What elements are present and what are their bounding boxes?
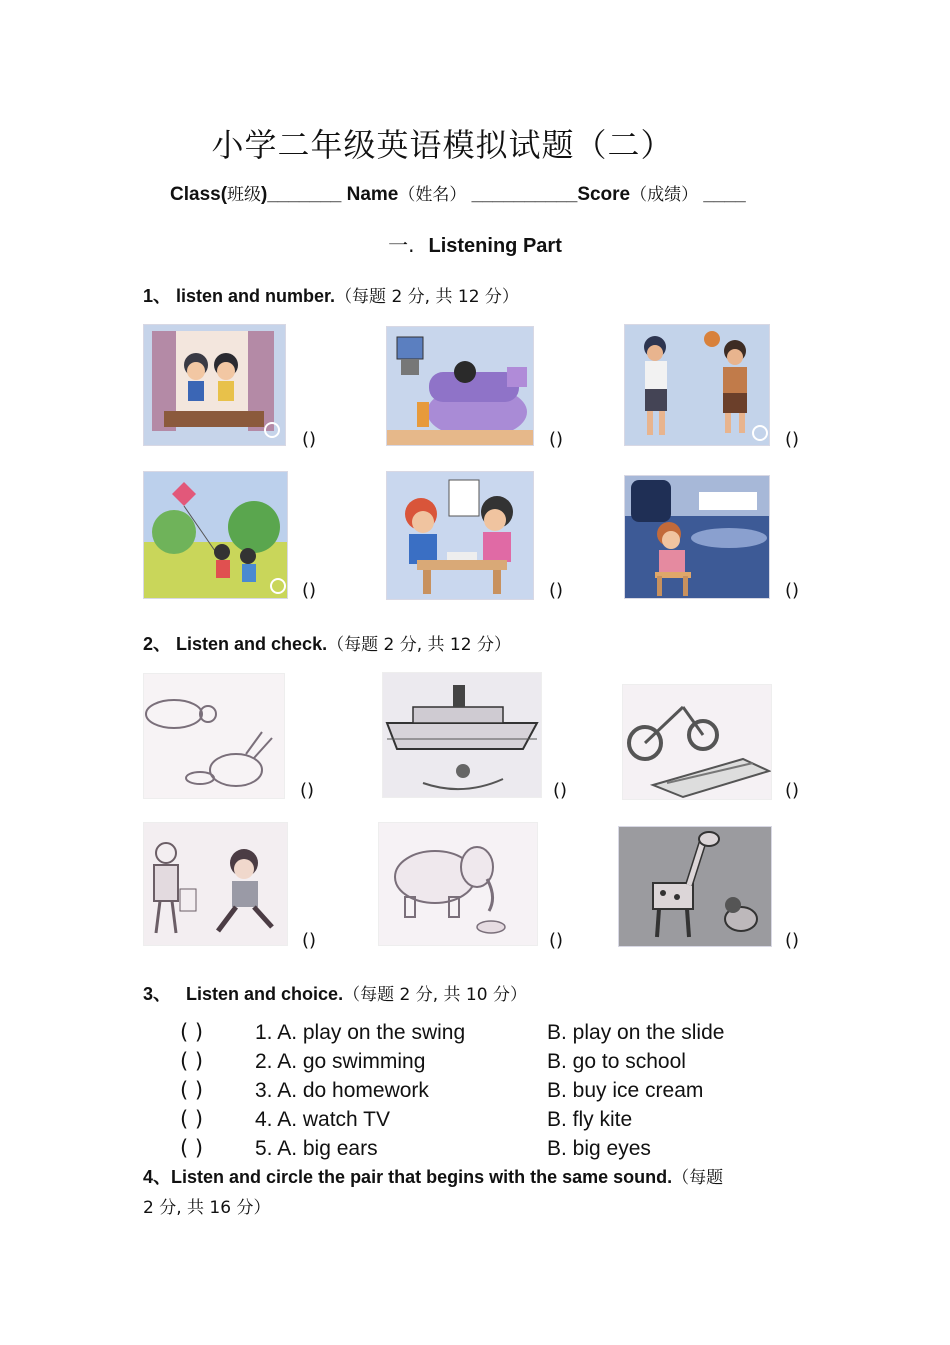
q4-points-a: （每题 [672,1168,724,1188]
q1-picture-window [143,324,286,446]
q4-points-b: 2 分, 共 16 分） [143,1198,271,1218]
section-title: Listening Part [428,235,562,257]
name-label: Name [346,184,399,205]
q2-answer-paren-6[interactable]: () [785,930,800,951]
q1-number: 1、 [143,286,172,306]
bike-train-illustration [623,685,771,799]
q2-answer-paren-5[interactable]: () [549,930,564,951]
q2-picture-elephant-mouse [378,822,538,946]
q1-answer-paren-1[interactable]: () [302,429,317,450]
q1-points: （每题 2 分, 共 12 分） [335,287,519,307]
q2-picture-bike-train [622,684,772,800]
score-label: Score [577,184,631,205]
section-heading [0,229,950,258]
page-title: 小学二年级英语模拟试题（二） [211,126,674,164]
elephant-mouse-illustration [379,823,537,945]
q1-picture-room [624,475,770,599]
q2-points: （每题 2 分, 共 12 分） [327,635,511,655]
q3-option-a: 3. A. do homework [255,1079,429,1102]
q1-answer-paren-2[interactable]: () [549,429,564,450]
q1-picture-sofa [386,326,534,446]
q3-item-3 [180,1078,703,1103]
q3-option-b: B. fly kite [547,1108,633,1131]
q3-item-4 [180,1107,632,1132]
q1-heading [143,282,519,308]
q3-heading [143,980,527,1006]
q2-answer-paren-1[interactable]: () [300,780,315,801]
q3-option-b: B. buy ice cream [547,1079,704,1102]
q2-number: 2、 [143,634,172,654]
q2-answer-paren-3[interactable]: () [785,780,800,801]
girl-in-room-illustration [625,476,769,598]
q3-answer-paren[interactable]: ( ) [180,1136,204,1160]
q4-heading [143,1163,813,1223]
q3-points: （每题 2 分, 共 10 分） [343,985,527,1005]
q3-item-2 [180,1049,686,1074]
basketball-children-illustration [625,325,769,445]
section-number: 一. [388,233,415,257]
q2-picture-oldman-boy [143,822,288,946]
score-blank[interactable]: ____ [703,184,746,205]
q1-answer-paren-6[interactable]: () [785,580,800,601]
q3-answer-paren[interactable]: ( ) [180,1020,204,1044]
q3-option-b: B. big eyes [547,1137,651,1160]
q3-item-1 [180,1020,724,1045]
q1-answer-paren-4[interactable]: () [302,580,317,601]
class-blank[interactable]: )_______ [261,184,342,205]
name-blank[interactable]: __________ [471,184,578,205]
turtle-rabbit-illustration [144,674,284,798]
q3-option-a: 5. A. big ears [255,1137,378,1160]
q1-picture-basketball [624,324,770,446]
q2-heading [143,630,511,656]
window-children-illustration [144,325,285,445]
q3-option-a: 4. A. watch TV [255,1108,391,1131]
q2-picture-turtle-rabbit [143,673,285,799]
q3-answer-paren[interactable]: ( ) [180,1107,204,1131]
name-cn-label: （姓名） [398,185,467,205]
chess-children-illustration [387,472,533,599]
q4-number: 4、 [143,1167,172,1187]
q3-option-b: B. play on the slide [547,1021,725,1044]
q3-option-a: 2. A. go swimming [255,1050,426,1073]
q1-answer-paren-5[interactable]: () [549,580,564,601]
q2-answer-paren-4[interactable]: () [302,930,317,951]
oldman-boy-illustration [144,823,287,945]
q3-answer-paren[interactable]: ( ) [180,1049,204,1073]
q2-title: Listen and check. [176,634,328,654]
sofa-tv-illustration [387,327,533,445]
q2-picture-giraffe-dog [618,826,772,947]
q2-picture-ship-boat [382,672,542,798]
q1-picture-chess [386,471,534,600]
ship-boat-illustration [383,673,541,797]
kite-park-illustration [144,472,287,598]
q1-picture-kite [143,471,288,599]
q3-option-a: 1. A. play on the swing [255,1021,466,1044]
q1-title: listen and number. [176,286,336,306]
q3-option-b: B. go to school [547,1050,686,1073]
q3-item-5 [180,1136,651,1161]
giraffe-dog-illustration [619,827,771,946]
student-info-line [170,180,746,206]
q1-answer-paren-3[interactable]: () [785,429,800,450]
q3-number: 3、 [143,984,172,1004]
q4-title: Listen and circle the pair that begins with the same sound. [171,1167,673,1187]
class-cn-label: 班级 [227,185,262,205]
score-cn-label: （成绩） [630,185,699,205]
class-label: Class( [170,184,228,205]
q2-answer-paren-2[interactable]: () [553,780,568,801]
q3-title: Listen and choice. [186,984,344,1004]
q3-answer-paren[interactable]: ( ) [180,1078,204,1102]
